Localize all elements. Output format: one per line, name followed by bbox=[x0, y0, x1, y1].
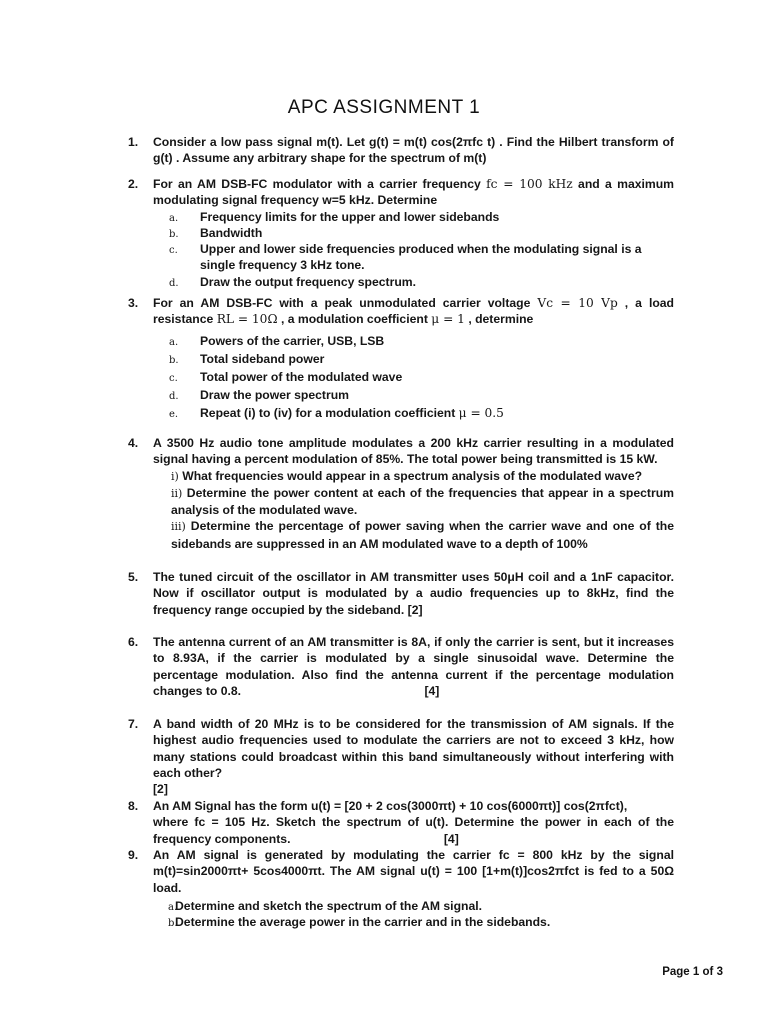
question-7 bbox=[128, 716, 674, 797]
footer-page-word: Page bbox=[662, 966, 690, 978]
math-modulation-coefficient: μ = 0.5 bbox=[458, 405, 504, 420]
item-text: Repeat (i) to (iv) for a modulation coefficient bbox=[200, 405, 456, 420]
question-number: 8. bbox=[128, 799, 139, 813]
item-text: Frequency limits for the upper and lower sidebands bbox=[200, 209, 500, 224]
item-letter: a. bbox=[169, 336, 179, 348]
item-letter: d. bbox=[169, 277, 179, 289]
question-number: 1. bbox=[128, 135, 139, 149]
item-letter: b. bbox=[168, 918, 178, 930]
list-item bbox=[153, 468, 674, 485]
question-text-cont: , determine bbox=[468, 312, 534, 327]
total-pages: 3 bbox=[716, 966, 723, 978]
item-text: Draw the output frequency spectrum. bbox=[200, 274, 417, 289]
item-text: Determine the percentage of power saving when the carrier wave and one of the sidebands are suppressed in an AM modulated wave to a depth of 100% bbox=[171, 519, 674, 551]
item-letter: a. bbox=[169, 212, 179, 224]
question-9 bbox=[128, 847, 674, 930]
list-item bbox=[153, 225, 674, 241]
math-carrier-voltage: Vc = 10 Vp bbox=[537, 296, 618, 310]
question-text: A band width of 20 MHz is to be considered for the transmission of AM signals. If the highest audio frequencies used to modulate the carriers are not to exceed 3 kHz, how many stations could broadcast within this band simultaneously without interfering with each other? bbox=[153, 717, 674, 780]
question-number: 5. bbox=[128, 570, 139, 584]
question-1 bbox=[128, 134, 674, 167]
list-item bbox=[153, 332, 674, 350]
question-number: 9. bbox=[128, 848, 139, 862]
item-text: Determine the power content at each of the frequencies that appear in a spectrum analysis of the modulated wave. bbox=[171, 485, 674, 518]
math-modulation-coefficient: μ = 1 bbox=[431, 312, 465, 327]
list-item bbox=[153, 368, 674, 386]
current-page-number: 1 bbox=[692, 966, 700, 978]
item-text: Total power of the modulated wave bbox=[200, 369, 403, 384]
list-item bbox=[153, 518, 674, 552]
list-item bbox=[153, 898, 674, 914]
question-8 bbox=[128, 798, 674, 847]
item-letter: b. bbox=[169, 228, 179, 240]
question-2 bbox=[128, 176, 674, 290]
question-number: 7. bbox=[128, 717, 139, 731]
marks: [4] bbox=[424, 683, 440, 698]
item-text: Bandwidth bbox=[200, 225, 263, 240]
question-6 bbox=[128, 634, 674, 699]
list-item bbox=[153, 485, 674, 519]
item-text: Determine and sketch the spectrum of the AM signal. bbox=[175, 898, 483, 913]
question-number: 3. bbox=[128, 296, 139, 310]
item-text: Draw the power spectrum bbox=[200, 387, 349, 402]
item-letter: d. bbox=[169, 390, 179, 402]
question-text: A 3500 Hz audio tone amplitude modulates a 200 kHz carrier resulting in a modulated signal having a percent modulation of 85%. The total power being transmitted is 15 kW. bbox=[153, 436, 674, 467]
question-text: Consider a low pass signal m(t). Let g(t) = m(t) cos(2πfc t) . Find the Hilbert transform of g(t) . Assume any arbitrary shape for the spectrum of m(t) bbox=[153, 135, 674, 166]
item-text: Total sideband power bbox=[200, 351, 325, 366]
item-letter: b. bbox=[169, 354, 179, 366]
question-number: 2. bbox=[128, 177, 139, 191]
item-text: Powers of the carrier, USB, LSB bbox=[200, 333, 385, 348]
question-4 bbox=[128, 435, 674, 552]
item-text: What frequencies would appear in a spectrum analysis of the modulated wave? bbox=[182, 468, 643, 483]
question-text-cont: , a load resistance bbox=[153, 296, 675, 327]
item-roman: ii) bbox=[171, 486, 183, 500]
list-item bbox=[153, 386, 674, 404]
item-letter: c. bbox=[169, 372, 178, 384]
item-roman: i) bbox=[171, 469, 179, 483]
page-footer bbox=[662, 966, 723, 978]
item-letter: e. bbox=[169, 408, 179, 420]
question-text-cont: and a maximum modulating signal frequency w=5 kHz. Determine bbox=[153, 177, 675, 208]
question-text: The antenna current of an AM transmitter is 8A, if only the carrier is sent, but it increases to 8.93A, if the carrier is modulated by a single sinusoidal wave. Determine the percentage modulation. Also find the antenna current if the percentage modulation changes to 0.8. bbox=[153, 635, 674, 698]
question-number: 4. bbox=[128, 436, 139, 450]
page-title: APC ASSIGNMENT 1 bbox=[287, 97, 481, 118]
question-5 bbox=[128, 569, 674, 618]
question-number: 6. bbox=[128, 635, 139, 649]
question-text: The tuned circuit of the oscillator in AM transmitter uses 50μH coil and a 1nF capacitor. Now if oscillator output is modulated by a audio frequencies up to 8kHz, find the frequency range occupied by the sideband. [2] bbox=[153, 570, 674, 617]
question-text: For an AM DSB-FC modulator with a carrier frequency bbox=[153, 177, 481, 191]
list-item bbox=[153, 404, 674, 422]
list-item bbox=[153, 914, 674, 930]
list-item bbox=[153, 241, 674, 274]
question-text-cont: , a modulation coefficient bbox=[280, 312, 428, 327]
item-text: Determine the average power in the carrier and in the sidebands. bbox=[175, 915, 551, 930]
math-carrier-frequency: fc = 100 kHz bbox=[486, 177, 573, 191]
marks: [2] bbox=[153, 782, 168, 797]
item-roman: iii) bbox=[171, 520, 186, 534]
question-text: For an AM DSB-FC with a peak unmodulated carrier voltage bbox=[153, 296, 531, 310]
marks: [4] bbox=[443, 831, 459, 846]
list-item bbox=[153, 350, 674, 368]
question-text-cont: where fc = 105 Hz. Sketch the spectrum of u(t). Determine the power in each of the frequency components. bbox=[153, 815, 674, 846]
item-letter: c. bbox=[169, 245, 178, 257]
question-3 bbox=[128, 295, 674, 422]
item-letter: a. bbox=[168, 901, 178, 913]
question-text: An AM signal is generated by modulating the carrier fc = 800 kHz by the signal m(t)=sin2000πt+ 5cos4000πt. The AM signal u(t) = 100 [1+m(t)]cos2πfct is fed to a 50Ω load. bbox=[153, 848, 674, 895]
item-text: Upper and lower side frequencies produced when the modulating signal is a single frequency 3 kHz tone. bbox=[200, 242, 642, 273]
list-item bbox=[153, 209, 674, 225]
math-load-resistance: RL = 10Ω bbox=[216, 312, 278, 327]
list-item bbox=[153, 274, 674, 290]
question-text: An AM Signal has the form u(t) = [20 + 2 cos(3000πt) + 10 cos(6000πt)] cos(2πfct), bbox=[153, 799, 628, 813]
footer-of-word: of bbox=[702, 966, 714, 978]
